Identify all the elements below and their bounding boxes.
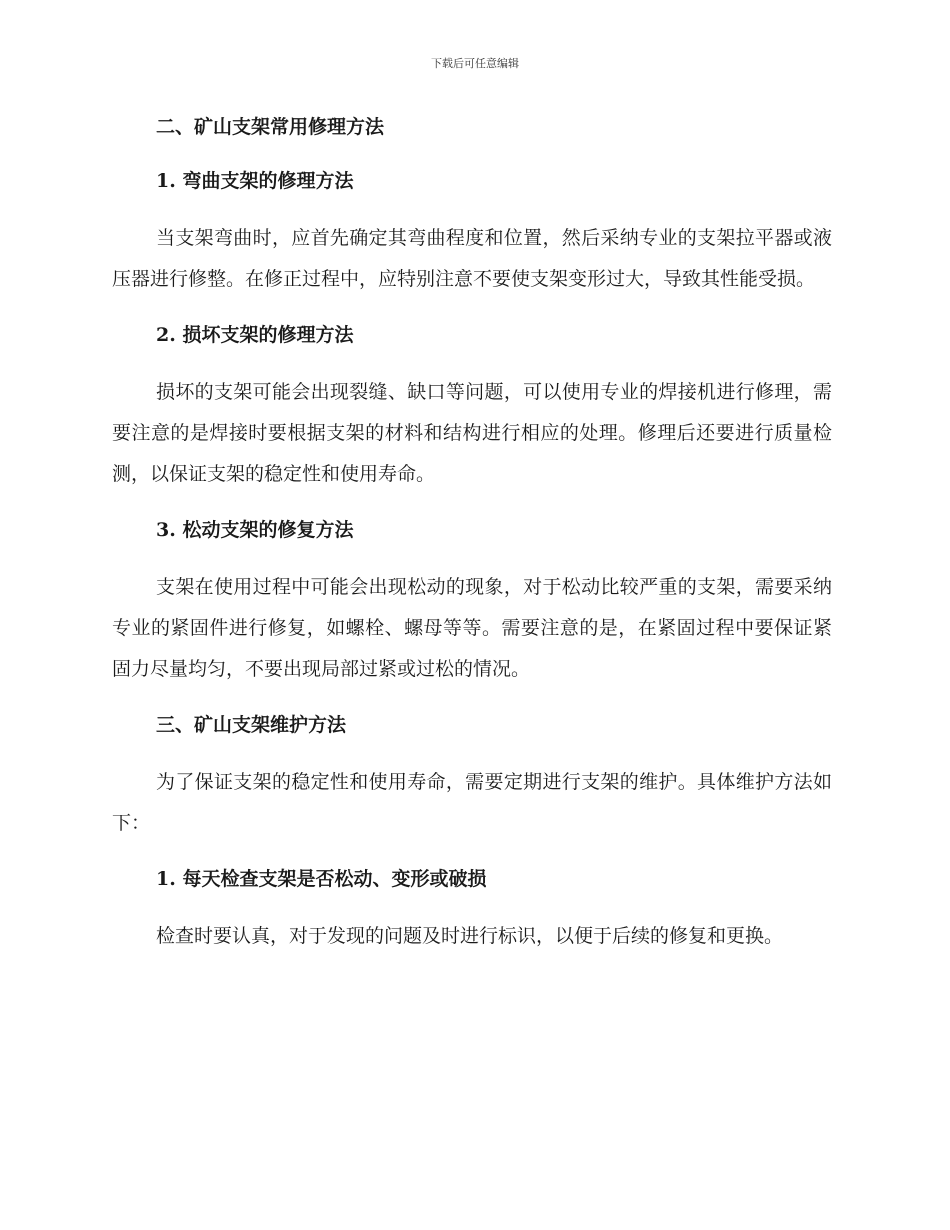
page-header-note: 下载后可任意编辑 [431,57,519,70]
paragraph-damaged-support: 损坏的支架可能会出现裂缝、缺口等问题，可以使用专业的焊接机进行修理，需要注意的是焊接时要根据支架的材料和结构进行相应的处理。修理后还要进行质量检测，以保证支架的稳定性和使用寿命。 [112,381,832,485]
paragraph-daily-inspection: 检查时要认真，对于发现的问题及时进行标识，以便于后续的修复和更换。 [156,925,784,947]
paragraph-loose-support: 支架在使用过程中可能会出现松动的现象，对于松动比较严重的支架，需要采纳专业的紧固件进行修复，如螺栓、螺母等等。需要注意的是，在紧固过程中要保证紧固力尽量均匀，不要出现局部过紧或过松的情况。 [112,576,832,680]
subheading-daily-inspection: 1. 每天检查支架是否松动、变形或破损 [156,868,487,890]
paragraph-maintenance-intro: 为了保证支架的稳定性和使用寿命，需要定期进行支架的维护。具体维护方法如下： [112,771,832,834]
section-heading-maintenance-methods: 三、矿山支架维护方法 [156,714,347,736]
subheading-bent-support: 1. 弯曲支架的修理方法 [156,170,354,192]
section-heading-repair-methods: 二、矿山支架常用修理方法 [156,116,385,138]
document-body [112,110,832,957]
subheading-loose-support: 3. 松动支架的修复方法 [156,519,354,541]
subheading-damaged-support: 2. 损坏支架的修理方法 [156,324,354,346]
paragraph-bent-support: 当支架弯曲时，应首先确定其弯曲程度和位置，然后采纳专业的支架拉平器或液压器进行修整。在修正过程中，应特别注意不要使支架变形过大，导致其性能受损。 [112,227,832,290]
